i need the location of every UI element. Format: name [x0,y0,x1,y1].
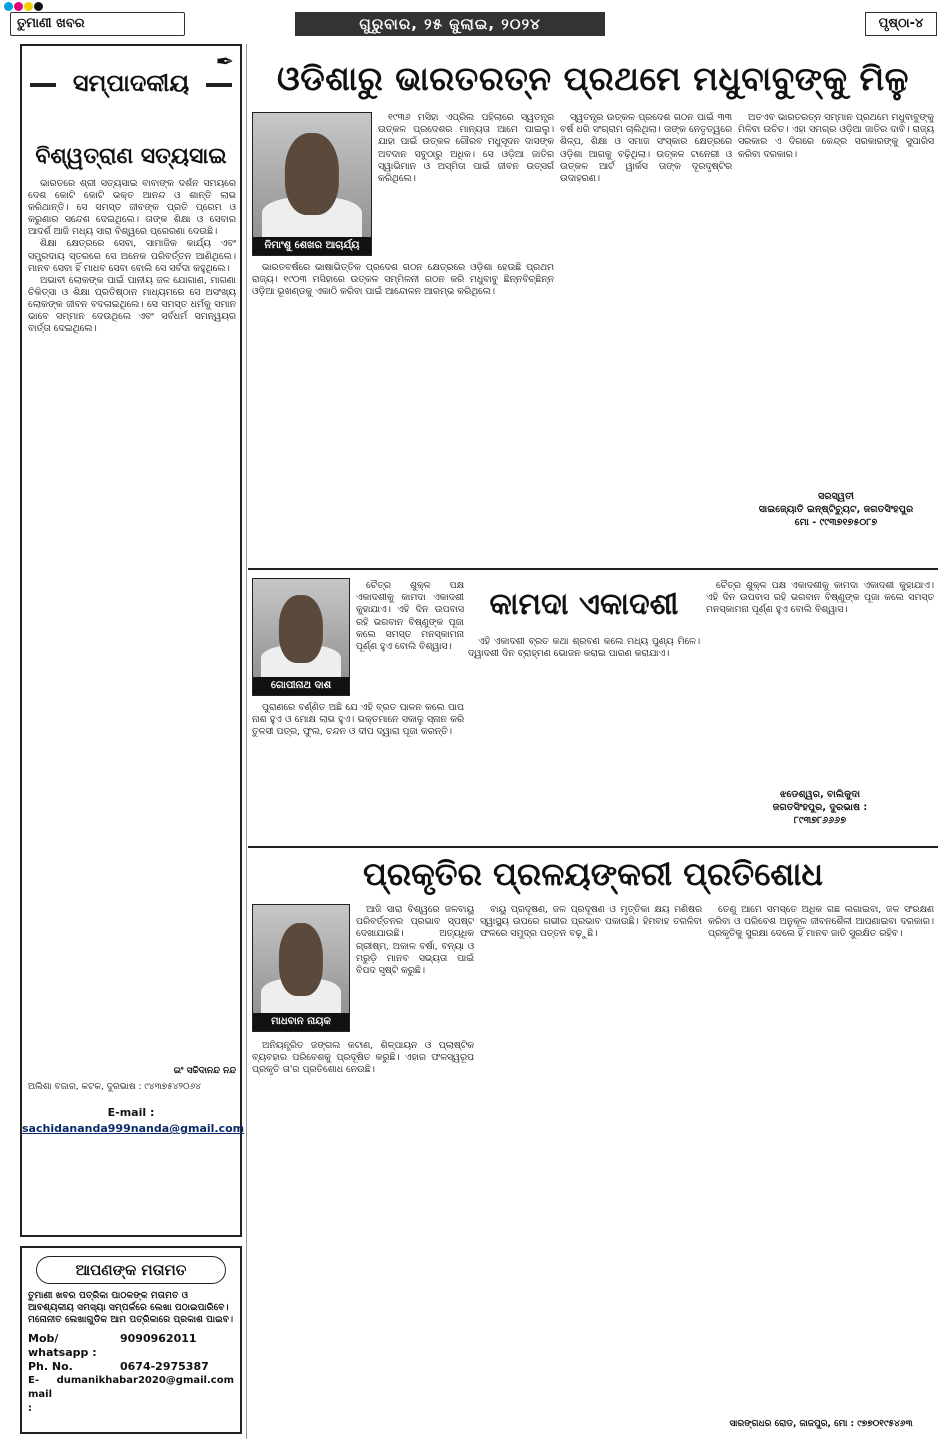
opinion-text: ତୁମାଣୀ ଖବର ପତ୍ରିକା ପାଠକଙ୍କ ମତାମତ ଓ ଆବଶ୍ୟକୀୟ ସମସ୍ୟା ସମ୍ପର୍କରେ ଲେଖା ପଠାଇପାରିବେ। ମନୋନୀତ ଲେଖାଗୁଡିକ ଆମ ପତ୍ରିକାରେ ପ୍ରକାଶ ପାଇବ। [28,1290,234,1325]
article2-headline: କାମଦା ଏକାଦଶୀ [489,587,679,622]
article1-column3 [738,112,934,482]
article2-paragraph: ଏହି ଏକାଦଶୀ ବ୍ରତ କଥା ଶ୍ରବଣ କଲେ ମଧ୍ୟ ପୁଣ୍ୟ ମିଳେ। ଦ୍ୱାଦଶୀ ଦିନ ବ୍ରାହ୍ମଣ ଭୋଜନ କରାଇ ପାରଣ କରାଯାଏ। [468,636,700,660]
article1-paragraph: ଭାରତବର୍ଷରେ ଭାଷାଭିତ୍ତିକ ପ୍ରଦେଶ ଗଠନ କ୍ଷେତ୍ରରେ ଓଡ଼ିଶା ହେଉଛି ପ୍ରଥମ ରାଜ୍ୟ। ୧୯୦୩ ମସିହାରେ ଉତ୍କଳ ସମ୍ମିଳନୀ ଗଠନ କରି ମଧୁବାବୁ ଛିନ୍ନବିଚ୍ଛିନ୍ନ ଓଡ଼ିଆ ଭୂଖଣ୍ଡକୁ ଏକାଠି କରିବା ପାଇଁ ଆନ୍ଦୋଳନ ଆରମ୍ଭ କରିଥିଲେ। [252,262,554,298]
article3-author-photo [252,904,350,1032]
article1-column1-top [378,112,554,258]
article1-paragraph: ୧୯୩୬ ମସିହା ଏପ୍ରିଲ ପହିଲାରେ ସ୍ୱତନ୍ତ୍ର ଉତ୍କଳ ପ୍ରଦେଶର ମାନ୍ୟତା ଆମେ ପାଇଲୁ। ଯାହା ପାଇଁ ଉତ୍କଳ ଗୌରବ ମଧୁସୂଦନ ଦାସଙ୍କ ଅବଦାନ ସବୁଠାରୁ ଅଧିକ। ସେ ଓଡ଼ିଆ ଜାତିର ସ୍ୱାଭିମାନ ଓ ଅସ୍ମିତା ପାଇଁ ଜୀବନ ଉତ୍ସର୍ଗ କରିଥିଲେ। [378,112,554,185]
editorial-author: ଇଂ ସଚ୍ଚିଦାନନ୍ଦ ନନ୍ଦ [173,1066,236,1076]
article3-signature: ସାରଙ୍ଗଧର ରୋଡ, ଜାଜପୁର, ମୋ : ୯୭୭୦୧୯୫୪୬୩ [729,1419,913,1429]
section-divider [248,846,938,848]
mobile-number: 9090962011 [120,1332,197,1345]
article3-photo-caption: ମାଧବାନ ନାୟକ [253,1013,349,1031]
photo-face [279,923,323,996]
mobile-label: Mob/ whatsapp : [28,1332,97,1359]
editorial-paragraph: ଶିକ୍ଷା କ୍ଷେତ୍ରରେ ସେବା, ସାମାଜିକ କାର୍ଯ୍ୟ ଏବଂ ସମ୍ପ୍ରଦାୟ ସ୍ତରରେ ସେ ଅନେକ ପରିବର୍ତ୍ତନ ଆଣିଥିଲେ। ମାନବ ସେବା ହିଁ ମାଧବ ସେବା ବୋଲି ସେ ସର୍ବଦା କହୁଥିଲେ। [28,238,236,274]
paper-name: ତୁମାଣୀ ଖବର [10,12,185,36]
article2-paragraph: ଚୈତ୍ର ଶୁକ୍ଳ ପକ୍ଷ ଏକାଦଶୀକୁ କାମଦା ଏକାଦଶୀ କୁହାଯାଏ। ଏହି ଦିନ ଉପବାସ ରହି ଭଗବାନ ବିଷ୍ଣୁଙ୍କ ପୂଜା କଲେ ସମସ୍ତ ମନସ୍କାମନା ପୂର୍ଣ୍ଣ ହୁଏ ବୋଲି ବିଶ୍ୱାସ। [356,580,464,653]
editorial-box [20,44,245,1237]
article1-paragraph: ସ୍ୱତନ୍ତ୍ର ଉତ୍କଳ ପ୍ରଦେଶ ଗଠନ ପାଇଁ ୩୩ ବର୍ଷ ଧରି ସଂଗ୍ରାମ ଚାଲିଥିଲା। ତାଙ୍କ ନେତୃତ୍ୱରେ ଶିଳ୍ପ, ଶିକ୍ଷା ଓ ସମାଜ ସଂସ୍କାର କ୍ଷେତ୍ରରେ ଓଡ଼ିଶା ଆଗକୁ ବଢ଼ିଥିଲା। ଉତ୍କଳ ଟାନେରୀ ଓ ଉତ୍କଳ ଆର୍ଟ ୱାର୍କସ ତାଙ୍କ ଦୂରଦୃଷ୍ଟିର ଉଦାହରଣ। [560,112,732,185]
article2-sign-address: ଜଗତସିଂହପୁର, ଦୁରଭାଷ : [772,802,868,813]
article3-paragraph: ବାୟୁ ପ୍ରଦୂଷଣ, ଜଳ ପ୍ରଦୂଷଣ ଓ ମୃତ୍ତିକା କ୍ଷୟ ମଣିଷର ସ୍ୱାସ୍ଥ୍ୟ ଉପରେ ଗଭୀର ପ୍ରଭାବ ପକାଉଛି। ହିମବାହ ତରଳିବା ଫଳରେ ସମୁଦ୍ର ପତ୍ତନ ବଢ଼ୁଛି। [480,904,702,940]
editorial-email-link[interactable]: sachidananda999nanda@gmail.com [22,1122,245,1135]
editorial-body [28,178,236,1063]
page-number: ପୃଷ୍ଠା-୪ [865,12,937,36]
phone-label: Ph. No. [28,1360,73,1373]
photo-face [285,133,339,215]
article1-sign-address: ସାଇଜ୍ୟୋତି ଇନ୍‌ଷ୍ଟିଚ୍ୟୁଟ, ଜଗତସିଂହପୁର [758,504,914,515]
photo-face [279,595,323,662]
article2-author-photo [252,578,350,696]
article3-paragraph: ତେଣୁ ଆମେ ସମସ୍ତେ ଅଧିକ ଗଛ ଲଗାଇବା, ଜଳ ସଂରକ୍ଷଣ କରିବା ଓ ପରିବେଶ ଅନୁକୂଳ ଜୀବନଶୈଳୀ ଆପଣାଇବା ଦରକାର। ପ୍ରକୃତିକୁ ସୁରକ୍ଷା ଦେଲେ ହିଁ ମାନବ ଜାତି ସୁରକ୍ଷିତ ରହିବ। [708,904,934,940]
column-divider [246,44,247,1439]
reader-opinion-box [20,1246,242,1434]
article2-photo-caption: ଗୋପୀନାଥ ଦାଶ [253,677,349,695]
section-divider [248,568,938,570]
editorial-headline: ବିଶ୍ୱତ୍ରାଣ ସତ୍ୟସାଇ [35,144,227,169]
article2-paragraph: ପୁରାଣରେ ବର୍ଣ୍ଣିତ ଅଛି ଯେ ଏହି ବ୍ରତ ପାଳନ କଲେ ପାପ ନାଶ ହୁଏ ଓ ମୋକ୍ଷ ଲାଭ ହୁଏ। ଭକ୍ତମାନେ ସକାଳୁ ସ୍ନାନ କରି ତୁଳସୀ ପତ୍ର, ଫୁଲ, ଚନ୍ଦନ ଓ ଦୀପ ଦ୍ୱାରା ପୂଜା କରନ୍ତି। [252,702,464,738]
article2-column2 [468,636,700,842]
black-mark [34,2,43,11]
article1-column2 [560,112,732,564]
article3-paragraph: ଆଜି ସାରା ବିଶ୍ୱରେ ଜଳବାୟୁ ପରିବର୍ତ୍ତନର ପ୍ରଭାବ ସ୍ପଷ୍ଟ ଦେଖାଯାଉଛି। ଅତ୍ୟଧିକ ଗ୍ରୀଷ୍ମ, ଅକାଳ ବର୍ଷା, ବନ୍ୟା ଓ ମରୁଡ଼ି ମାନବ ସଭ୍ୟତା ପାଇଁ ବିପଦ ସୃଷ୍ଟି କରୁଛି। [356,904,474,977]
magenta-mark [14,2,23,11]
opinion-email-link[interactable]: dumanikhabar2020@gmail.com [56,1375,234,1386]
editorial-address: ଅଲିଶା ବଜାର, କଟକ, ଦୁରଭାଷ : ୯୪୩୭୫୪୨୦୬୪ [28,1082,201,1092]
article3-headline: ପ୍ରକୃତିର ପ୍ରଳୟଙ୍କରୀ ପ୍ରତିଶୋଧ [362,855,824,893]
article3-column1-top [356,904,474,1038]
article1-paragraph: ଅତଏବ ଭାରତରତ୍ନ ସମ୍ମାନ ପ୍ରଥମେ ମଧୁବାବୁଙ୍କୁ ମିଳିବା ଉଚିତ। ଏହା ସମଗ୍ର ଓଡ଼ିଆ ଜାତିର ଦାବି। ରାଜ୍ୟ ସରକାର ଏ ଦିଗରେ କେନ୍ଦ୍ର ସରକାରଙ୍କୁ ସୁପାରିସ କରିବା ଦରକାର। [738,112,934,160]
left-column [20,44,245,1439]
article1-photo-caption: ନିମାଂଶୁ ଶେଖର ଆଚାର୍ଯ୍ୟ [253,237,371,255]
opinion-email-label: E-mail : [28,1375,53,1414]
article2-sign-phone: ୮୯୩୭୮୬୬୬୭ [793,815,847,826]
phone-number: 0674-2975387 [120,1360,209,1373]
contact-info [22,1326,240,1416]
yellow-mark [24,2,33,11]
editorial-paragraph: ଅଭାବୀ ଲୋକଙ୍କ ପାଇଁ ପାନୀୟ ଜଳ ଯୋଗାଣ, ମାଗଣା ଚିକିତ୍ସା ଓ ଶିକ୍ଷା ପ୍ରତିଷ୍ଠାନ ମାଧ୍ୟମରେ ସେ ଅସଂଖ୍ୟ ଲୋକଙ୍କ ଜୀବନ ବଦଳାଇଥିଲେ। ସେ ସମସ୍ତ ଧର୍ମକୁ ସମାନ ଭାବେ ସମ୍ମାନ ଦେଉଥିଲେ ଏବଂ ସର୍ବଧର୍ମ ସମନ୍ୱୟର ବାର୍ତ୍ତା ଦେଇଥିଲେ। [28,274,236,335]
editorial-email-label: E-mail : [107,1106,155,1119]
masthead-bar [0,0,945,38]
article3-column1 [252,1040,474,1434]
article2-column1-bottom [252,702,464,842]
cmyk-registration-marks [4,2,43,11]
issue-date: ଗୁରୁବାର, ୨୫ ଜୁଲାଇ, ୨୦୨୪ [295,12,605,36]
quill-icon: ✒ [215,50,234,75]
article2-column3 [706,580,934,780]
article1-signature [738,490,934,529]
article2-sign-place: ଝଡେଶ୍ୱର, ବାଲିକୁଦା [779,789,861,800]
article2-paragraph: ଚୈତ୍ର ଶୁକ୍ଳ ପକ୍ଷ ଏକାଦଶୀକୁ କାମଦା ଏକାଦଶୀ କୁହାଯାଏ। ଏହି ଦିନ ଉପବାସ ରହି ଭଗବାନ ବିଷ୍ଣୁଙ୍କ ପୂଜା କଲେ ସମସ୍ତ ମନସ୍କାମନା ପୂର୍ଣ୍ଣ ହୁଏ ବୋଲି ବିଶ୍ୱାସ। [706,580,934,616]
article1-author-photo [252,112,372,256]
cyan-mark [4,2,13,11]
article3-column3 [708,904,934,1410]
opinion-title: ଆପଣଙ୍କ ମତାମତ [36,1256,226,1284]
article1-sign-place: ସରସ୍ୱତୀ [818,491,854,502]
article1-sign-phone: ମୋ - ୯୯୩୭୧୭୫୦୮୭ [794,517,878,528]
article2-signature [706,788,934,827]
article1-column1 [252,262,554,564]
editorial-paragraph: ଭାରତରେ ଶ୍ରୀ ସତ୍ୟସାଇ ବାବାଙ୍କ ଦର୍ଶନ ସମୟରେ ଦେଶ କୋଟି କୋଟି ଭକ୍ତ ଆନନ୍ଦ ଓ ଶାନ୍ତି ଲାଭ କରିଥାନ୍ତି। ସେ ସମସ୍ତ ଜୀବଙ୍କ ପ୍ରତି ପ୍ରେମ ଓ କରୁଣାର ସନ୍ଦେଶ ଦେଇଥିଲେ। ତାଙ୍କ ଶିକ୍ଷା ଓ ସେବାର ଆଦର୍ଶ ଆଜି ମଧ୍ୟ ସାରା ବିଶ୍ୱରେ ପ୍ରେରଣା ଦେଉଛି। [28,178,236,238]
article3-column2 [480,904,702,1434]
article3-paragraph: ଅନିୟନ୍ତ୍ରିତ ଜଙ୍ଗଲ କଟାଣ, ଶିଳ୍ପାୟନ ଓ ପ୍ଲାଷ୍ଟିକ ବ୍ୟବହାର ପରିବେଶକୁ ପ୍ରଦୂଷିତ କରୁଛି। ଏହାର ଫଳସ୍ୱରୂପ ପ୍ରକୃତି ତା'ର ପ୍ରତିଶୋଧ ନେଉଛି। [252,1040,474,1076]
article1-headline: ଓଡିଶାରୁ ଭାରତରତ୍ନ ପ୍ରଥମେ ମଧୁବାବୁଙ୍କୁ ମିଳୁ [277,59,909,98]
editorial-section-title: ସମ୍ପାଦକୀୟ [22,58,240,108]
